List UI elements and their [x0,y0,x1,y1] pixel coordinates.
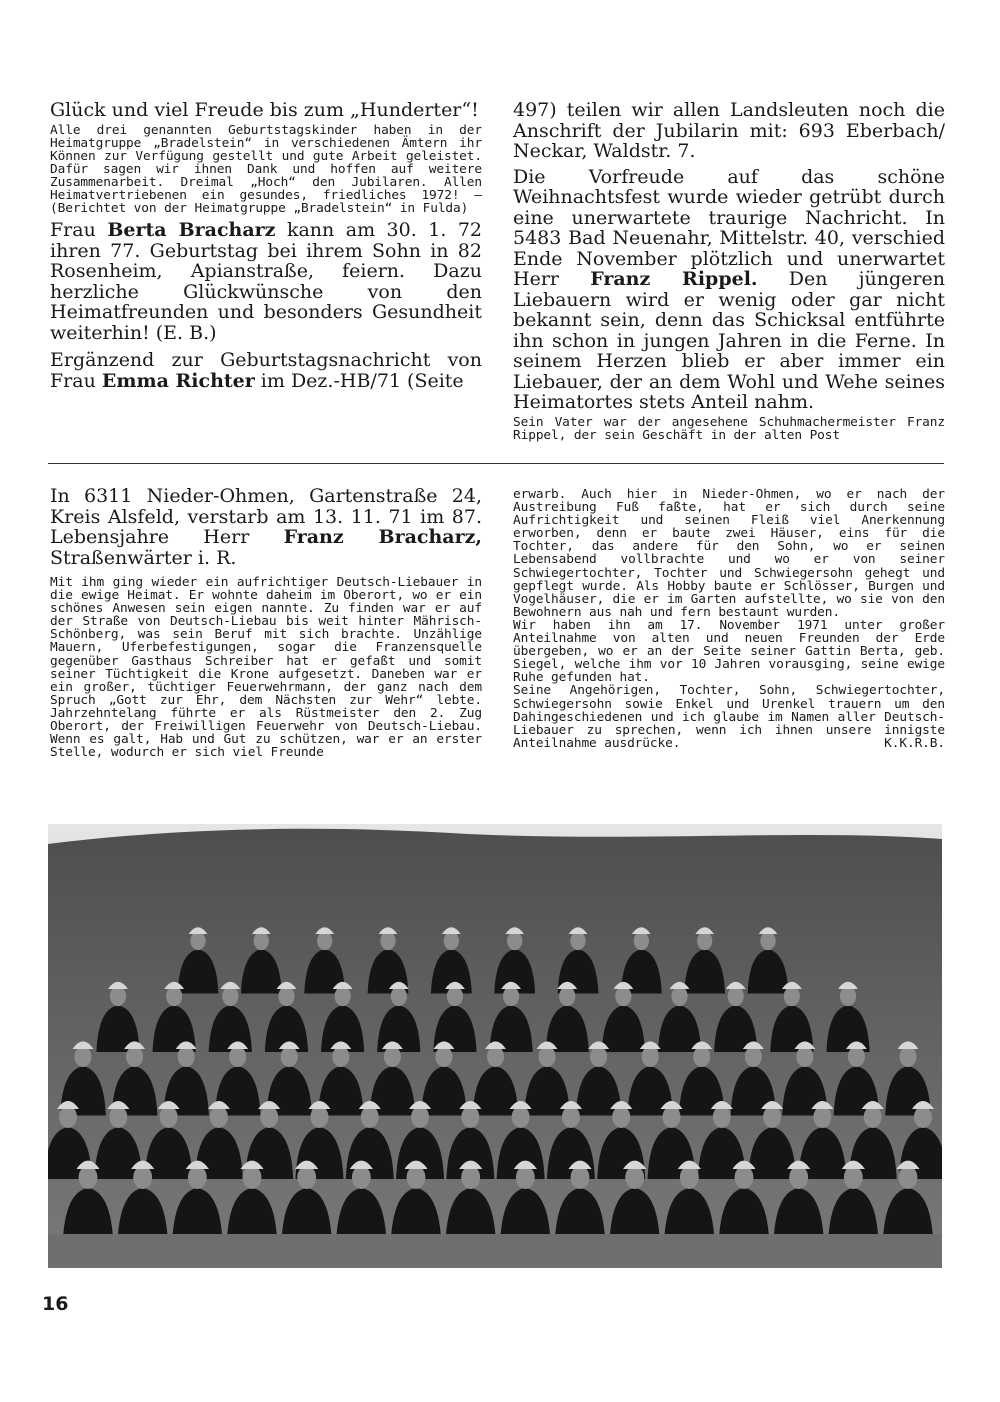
paragraph: Wir haben ihn am 17. November 1971 unter großer Anteilnahme von alten und neuen Freunden der Erde übergeben, wo er an der Seite seiner Gattin Berta, geb. Siegel, welche ihm vor 10 Jahren vorausging, seine ewige Ruhe gefunden hat. [513,617,945,686]
person-name: Franz Bracharz, [283,526,482,548]
right-bottom-column [513,488,945,750]
person-face [503,986,519,1006]
person-face [79,1166,98,1189]
person-face [222,986,238,1006]
person-face [391,986,407,1006]
paragraph [513,167,945,413]
person-face [899,1166,918,1189]
person-face [671,986,687,1006]
person-face [697,931,712,950]
paragraph: 497) teilen wir allen Landsleuten noch die Anschrift der Jubilarin mit: 693 Eberbach/ Neckar, Waldstr. 7. [513,99,945,162]
person-face [796,1046,813,1067]
person-face [229,1046,246,1067]
person-face [190,931,205,950]
person-face [813,1106,831,1128]
person-face [663,1106,681,1128]
person-face [361,1106,379,1128]
person-face [507,931,522,950]
person-face [178,1046,195,1067]
person-face [243,1166,262,1189]
person-face [559,986,575,1006]
person-face [612,1106,630,1128]
person-face [745,1046,762,1067]
paragraph: erwarb. Auch hier in Nieder-Ohmen, wo er nach der Austreibung Fuß faßte, hat er sich durch seine Aufrichtigkeit und seinen Fleiß viel Anerkennung erworben, denn er baute zwei Häuser, eins für die Tochter, das andere für den Sohn, wo er seinen Lebensabend vollbrachte und wo er von seiner Schwiegertochter, Tochter und Schwiegersohn gehegt und gepflegt wurde. Als Hobby baute er Schlösser, Burgen und Vogelhäuser, die er im Garten aufstellte, wo sie von den Bewohnern aus nah und fern bestaunt wurden. [513,487,945,620]
text: kann am 30. 1. 72 ihren 77. Geburtstag bei ihrem Sohn in 82 Rosenheim, Apianstraße, feiern. Dazu herzliche Glückwünsche von den Heimatfreunden und besonders Gesundheit weiterhin! (E. B.) [50,219,483,344]
person-face [352,1166,371,1189]
person-face [615,986,631,1006]
person-face [254,931,269,950]
person-face [642,1046,659,1067]
person-face [407,1166,426,1189]
left-top-column [50,100,482,391]
paragraph: Glück und viel Freude bis zum „Hunderter“! [50,99,479,121]
paragraph [50,220,482,343]
person-face [188,1166,207,1189]
text: Seine Angehörigen, Tochter, Sohn, Schwiegertochter, Schwiegersohn sowie Enkel und Urenkel trauern um den Dahingeschiedenen und ich glaube im Namen aller Deutsch-Liebauer zu sprechen, wenn ich ihnen unsere innigste Anteilnahme ausdrücke. [513,683,945,751]
person-name: Emma Richter [101,369,255,392]
person-face [784,986,800,1006]
person-name: Berta Bracharz [107,219,276,242]
person-face [126,1046,143,1067]
person-face [864,1106,882,1128]
person-face [570,931,585,950]
person-face [763,1106,781,1128]
paragraph: Alle drei genannten Geburtstagskinder haben in der Heimatgruppe „Bradelstein“ in verschiedenen Ämtern ihr Können zur Verfügung gestellt und gute Arbeit geleistet. Dafür sagen wir ihnen Dank und hoffen auf weitere Zusammenarbeit. Dreimal „Hoch“ den Jubilaren. Allen Heimatvertriebenen ein gesundes, friedliches 1972! — (Berichtet von der Heimatgruppe „Bradelstein“ in Fulda) [50,122,482,217]
person-face [260,1106,278,1128]
text: im Dez.-HB/71 (Seite [254,369,464,392]
left-bottom-column [50,486,482,759]
person-face [332,1046,349,1067]
person-face [840,986,856,1006]
person-face [590,1046,607,1067]
person-face [435,1046,452,1067]
person-face [634,931,649,950]
text: Ergänzend zur Geburtstagsnachricht von Frau [50,349,482,392]
person-face [110,986,126,1006]
person-face [512,1106,530,1128]
person-face [210,1106,228,1128]
paragraph: Mit ihm ging wieder ein aufrichtiger Deutsch-Liebauer in die ewige Heimat. Er wohnte daheim im Oberort, wo er ein schönes Anwesen sein eigen nannte. Zu finden war er auf der Straße von Deutsch-Liebau bis weit hinter Mährisch-Schönberg, was sein Beruf mit sich brachte. Unzählige Mauern, Uferbefestigungen, sogar die Franzensquelle gegenüber Gasthaus Schreiber hat er gefaßt und somit seiner Tüchtigkeit die Krone aufgesetzt. Daneben war er ein großer, tüchtiger Feuerwehrmann, der ganz nach dem Spruch „Gott zur Ehr, dem Nächsten zur Wehr“ lebte. Jahrzehntelang führte er als Rüstmeister den 2. Zug Oberort, der Freiwilligen Feuerwehr von Deutsch-Liebau. Wenn es galt, Hab und Gut zu schützen, war er an erster Stelle, wodurch er sich viel Freunde [50,575,482,761]
divider-rule [48,463,944,464]
text: Frau [50,219,108,242]
person-face [461,1106,479,1128]
page-number: 16 [42,1293,69,1315]
person-face [160,1106,178,1128]
paragraph [50,350,482,391]
person-face [625,1166,644,1189]
person-face [461,1166,480,1189]
person-face [760,931,775,950]
text: Die Vorfreude auf das schöne Weihnachtsfest wurde wieder getrübt durch eine unerwartete traurige Nachricht. In 5483 Bad Neuenahr, Mittelstr. 40, verschied Ende November plötzlich und unerwartet Herr [513,165,945,290]
photo-grass [48,1234,942,1268]
person-face [516,1166,535,1189]
person-face [571,1166,590,1189]
person-face [297,1166,316,1189]
person-face [728,986,744,1006]
person-face [444,931,459,950]
paragraph [513,684,945,749]
paragraph: Sein Vater war der angesehene Schuhmachermeister Franz Rippel, der sein Geschäft in der alten Post [513,414,945,443]
signature-initials: K.K.R.B. [884,735,945,751]
paragraph [50,486,482,568]
person-face [914,1106,932,1128]
person-face [278,986,294,1006]
person-face [447,986,463,1006]
person-face [310,1106,328,1128]
person-name: Franz Rippel. [590,268,758,290]
person-face [411,1106,429,1128]
group-photo [48,824,942,1268]
person-face [59,1106,77,1128]
person-face [848,1046,865,1067]
person-face [487,1046,504,1067]
person-face [562,1106,580,1128]
text: Straßenwärter i. R. [50,546,237,569]
text: Den jüngeren Liebauern wird er wenig oder gar nicht bekannt sein, denn das Schicksal entführte ihn schon in jungen Jahren in die Ferne. In seinem Herzen blieb er aber immer ein Liebauer, der an dem Wohl und Wehe seines Heimatortes stets Anteil nahm. [513,268,945,413]
person-face [789,1166,808,1189]
person-face [539,1046,556,1067]
text: In 6311 Nieder-Ohmen, Gartenstraße 24, Kreis Alsfeld, verstarb am 13. 11. 71 im 87. Lebensjahre Herr [50,485,482,548]
person-face [693,1046,710,1067]
person-face [317,931,332,950]
person-face [380,931,395,950]
person-face [735,1166,754,1189]
person-face [384,1046,401,1067]
person-face [844,1166,863,1189]
group-photo-firefighters-icon [48,824,942,1268]
person-face [133,1166,152,1189]
right-top-column [513,100,945,442]
person-face [74,1046,91,1067]
person-face [109,1106,127,1128]
person-face [899,1046,916,1067]
person-face [680,1166,699,1189]
person-face [713,1106,731,1128]
person-face [166,986,182,1006]
person-face [281,1046,298,1067]
person-face [335,986,351,1006]
